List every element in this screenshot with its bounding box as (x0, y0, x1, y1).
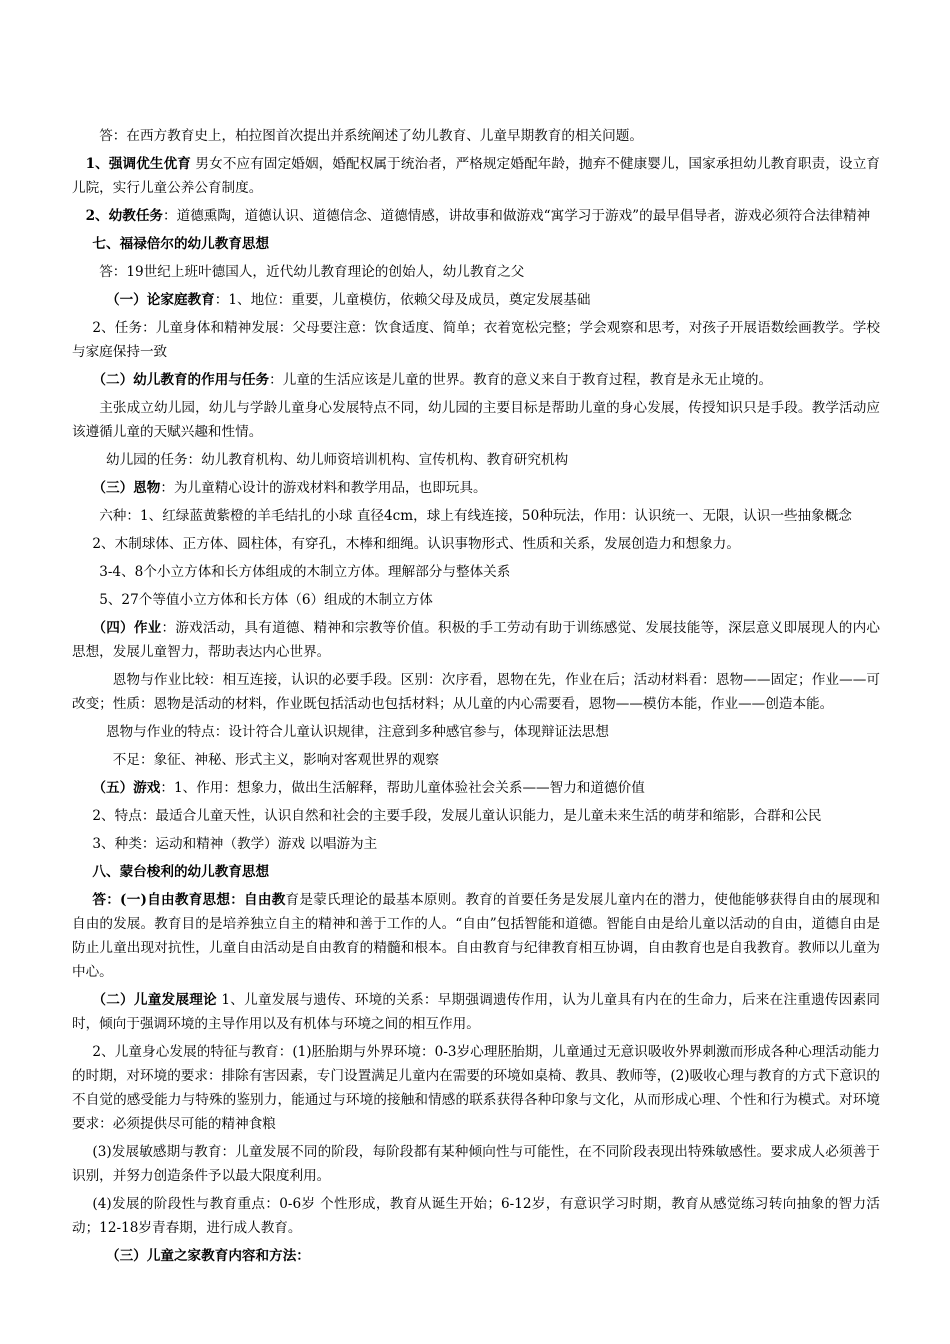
paragraph-p27 (72, 1140, 880, 1188)
paragraph-text: 2、特点：最适合儿童天性，认识自然和社会的主要手段，发展儿童认识能力，是儿童未来生活的萌芽和缩影，合群和公民 (92, 808, 822, 824)
paragraph-p28 (72, 1192, 880, 1240)
paragraph-p11 (72, 476, 880, 500)
paragraph-text: 不足：象征、神秘、形式主义，影响对客观世界的观察 (112, 752, 440, 768)
paragraph-heading: （一）论家庭教育 (106, 292, 215, 308)
paragraph-p18 (72, 720, 880, 744)
paragraph-p1 (72, 124, 880, 148)
paragraph-p8 (72, 368, 880, 392)
paragraph-text: 恩物与作业的特点：设计符合儿童认识规律，注意到多种感官参与，体现辩证法思想 (106, 724, 609, 740)
paragraph-heading: 八、蒙台梭利的幼儿教育思想 (92, 864, 270, 880)
paragraph-text: 男女不应有固定婚姻，婚配权属于统治者，严格规定婚配年龄，抛弃不健康婴儿，国家承担幼儿教育职责，设立育儿院，实行儿童公养公育制度。 (72, 156, 880, 196)
paragraph-text: 2、儿童身心发展的特征与教育：(1)胚胎期与外界环境：0-3岁心理胚胎期，儿童通过无意识吸收外界刺激而形成各种心理活动能力的时期，对环境的要求：排除有害因素，专门设置满足儿童内在需要的环境如桌椅、教具、教师等，(2)吸收心理与教育的方式下意识的不自觉的感受能力与特殊的鉴别力，能通过与环境的接触和情感的联系获得各种印象与文化，从而形成心理、个性和行为模式。对环境要求：必须提供尽可能的精神食粮 (72, 1044, 880, 1132)
paragraph-heading: 1、强调优生优育 (85, 156, 192, 172)
paragraph-text: 3-4、8个小立方体和长方体组成的木制立方体。理解部分与整体关系 (99, 564, 511, 580)
paragraph-text: 5、27个等值小立方体和长方体（6）组成的木制立方体 (99, 592, 433, 608)
paragraph-text: 主张成立幼儿园，幼儿与学龄儿童身心发展特点不同，幼儿园的主要目标是帮助儿童的身心发展，传授知识只是手段。教学活动应该遵循儿童的天赋兴趣和性情。 (72, 400, 880, 440)
paragraph-p15 (72, 588, 880, 612)
paragraph-p4 (72, 232, 880, 256)
paragraph-heading: 2、幼教任务 (85, 208, 164, 224)
paragraph-text: 答：19世纪上班叶德国人，近代幼儿教育理论的创始人，幼儿教育之父 (99, 264, 525, 280)
paragraph-text: (3)发展敏感期与教育：儿童发展不同的阶段，每阶段都有某种倾向性与可能性，在不同阶段表现出特殊敏感性。要求成人必须善于识别，并努力创造条件予以最大限度利用。 (72, 1144, 880, 1184)
paragraph-heading: （二）幼儿教育的作用与任务 (92, 372, 270, 388)
paragraph-p10 (72, 448, 880, 472)
paragraph-p9 (72, 396, 880, 444)
paragraph-heading: （三）儿童之家教育内容和方法： (106, 1248, 310, 1264)
document-body (72, 124, 880, 1268)
paragraph-p17 (72, 668, 880, 716)
paragraph-p26 (72, 1040, 880, 1136)
paragraph-p29 (72, 1244, 880, 1268)
paragraph-p7 (72, 316, 880, 364)
paragraph-text: ：儿童的生活应该是儿童的世界。教育的意义来自于教育过程，教育是永无止境的。 (269, 372, 773, 388)
paragraph-p16 (72, 616, 880, 664)
paragraph-heading: （四）作业 (92, 620, 162, 636)
paragraph-p22 (72, 832, 880, 856)
paragraph-text: ：道德熏陶，道德认识、道德信念、道德情感，讲故事和做游戏“寓学习于游戏”的最早倡导者，游戏必须符合法律精神 (163, 208, 871, 224)
paragraph-p23 (72, 860, 880, 884)
paragraph-text: 3、种类：运动和精神（教学）游戏 以唱游为主 (92, 836, 378, 852)
paragraph-text: ：为儿童精心设计的游戏材料和教学用品，也即玩具。 (160, 480, 487, 496)
paragraph-text: ：游戏活动，具有道德、精神和宗教等价值。积极的手工劳动有助于训练感觉、发展技能等，深层意义即展现人的内心思想，发展儿童智力，帮助表达内心世界。 (72, 620, 880, 660)
paragraph-heading: 七、福禄倍尔的幼儿教育思想 (92, 236, 270, 252)
paragraph-text: 2、任务：儿童身体和精神发展：父母要注意：饮食适度、简单；衣着宽松完整；学会观察和思考，对孩子开展语数绘画教学。学校与家庭保持一致 (72, 320, 880, 360)
paragraph-p21 (72, 804, 880, 828)
paragraph-text: 恩物与作业比较：相互连接，认识的必要手段。区别：次序看，恩物在先，作业在后；活动材料看：恩物——固定；作业——可改变；性质：恩物是活动的材料，作业既包括活动也包括材料；从儿童的内心需要看，恩物——模仿本能，作业——创造本能。 (72, 672, 880, 712)
paragraph-text: 1、儿童发展与遗传、环境的关系：早期强调遗传作用，认为儿童具有内在的生命力，后来在注重遗传因素同时，倾向于强调环境的主导作用以及有机体与环境之间的相互作用。 (72, 992, 881, 1032)
paragraph-heading: 答：(一)自由教育思想：自由教 (92, 892, 286, 908)
paragraph-text: 育是蒙氏理论的最基本原则。教育的首要任务是发展儿童内在的潜力，使他能够获得自由的展现和自由的发展。教育目的是培养独立自主的精神和善于工作的人。“自由”包括智能和道德。智能自由是给儿童以活动的自由，道德自由是防止儿童出现对抗性，儿童自由活动是自由教育的精髓和根本。自由教育与纪律教育相互协调，自由教育也是自我教育。教师以儿童为中心。 (72, 892, 880, 980)
paragraph-text: (4)发展的阶段性与教育重点：0-6岁 个性形成，教育从诞生开始；6-12岁，有意识学习时期，教育从感觉练习转向抽象的智力活动；12-18岁青春期，进行成人教育。 (72, 1196, 880, 1236)
paragraph-text: 答：在西方教育史上，柏拉图首次提出并系统阐述了幼儿教育、儿童早期教育的相关问题。 (99, 128, 643, 144)
paragraph-p19 (72, 748, 880, 772)
paragraph-p24 (72, 888, 880, 984)
paragraph-p3 (72, 204, 880, 228)
paragraph-p12 (72, 504, 880, 528)
paragraph-p25 (72, 988, 880, 1036)
paragraph-p5 (72, 260, 880, 284)
paragraph-text: ：1、作用：想象力，做出生活解释，帮助儿童体验社会关系——智力和道德价值 (160, 780, 645, 796)
paragraph-text: 幼儿园的任务：幼儿教育机构、幼儿师资培训机构、宣传机构、教育研究机构 (106, 452, 569, 468)
paragraph-p14 (72, 560, 880, 584)
paragraph-text: 2、木制球体、正方体、圆柱体，有穿孔，木棒和细绳。认识事物形式、性质和关系，发展创造力和想象力。 (92, 536, 740, 552)
paragraph-heading: （三）恩物 (92, 480, 161, 496)
paragraph-heading: （五）游戏 (92, 780, 161, 796)
paragraph-p20 (72, 776, 880, 800)
paragraph-text: 六种：1、红绿蓝黄紫橙的羊毛结扎的小球 直径4cm，球上有线连接，50种玩法，作用：认识统一、无限，认识一些抽象概念 (99, 508, 852, 524)
paragraph-text: ：1、地位：重要，儿童模仿，依赖父母及成员，奠定发展基础 (214, 292, 591, 308)
paragraph-p13 (72, 532, 880, 556)
paragraph-heading: （二）儿童发展理论 (92, 992, 217, 1008)
paragraph-p6 (72, 288, 880, 312)
paragraph-p2 (72, 152, 880, 200)
